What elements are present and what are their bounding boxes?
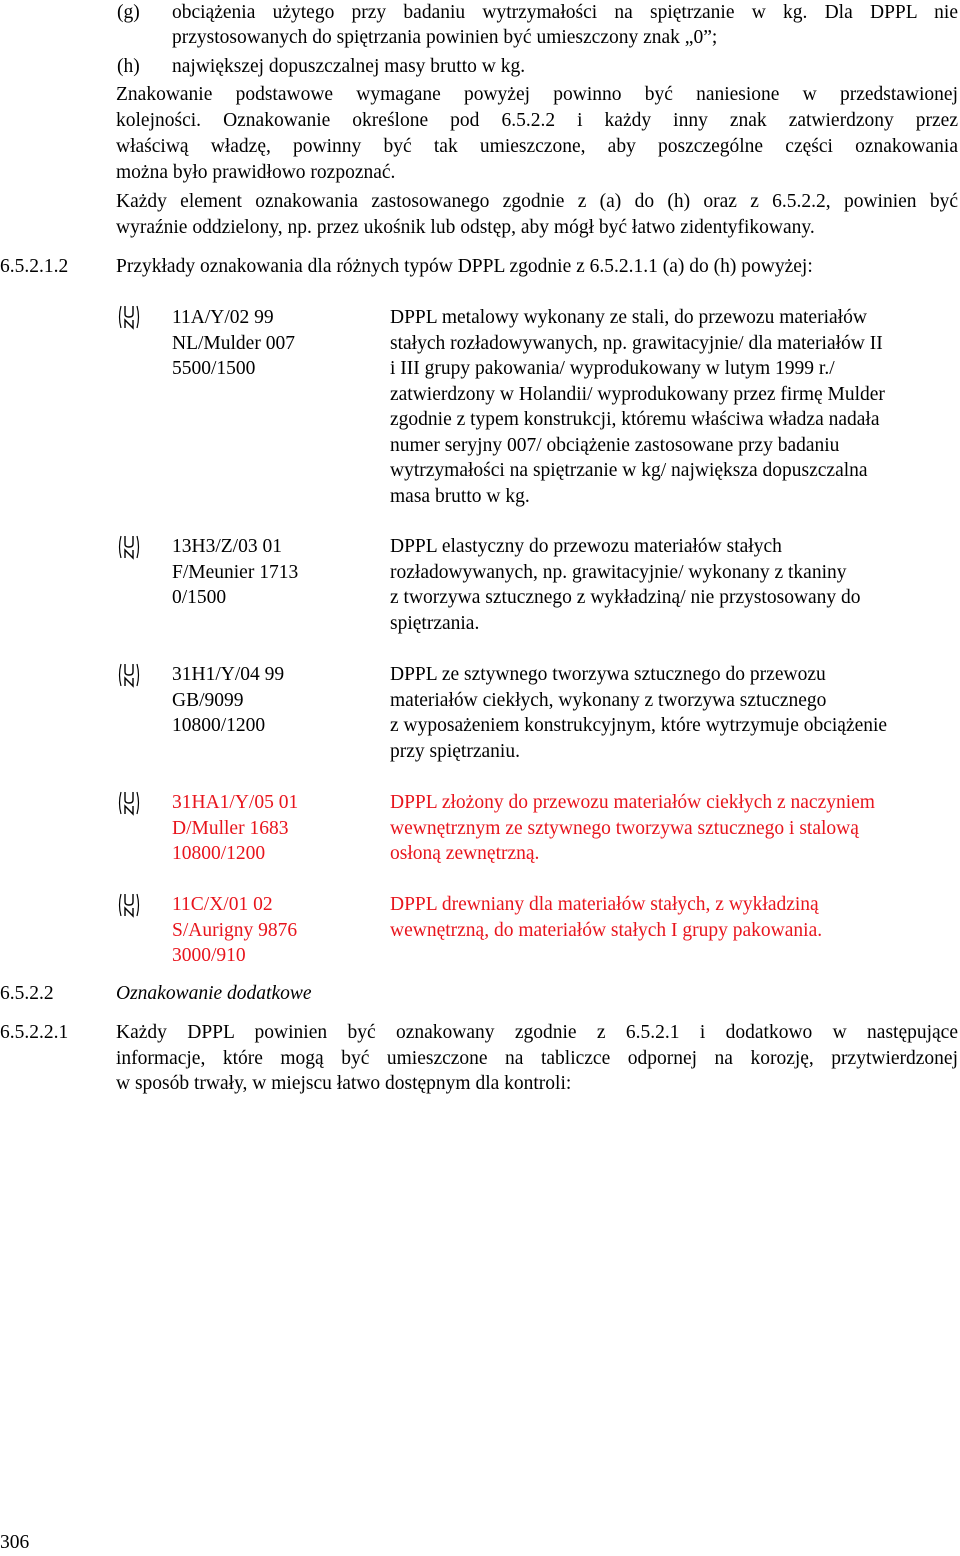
section-number: 6.5.2.2.1	[0, 1022, 69, 1043]
desc-line: i III grupy pakowania/ wyprodukowany w lutym 1999 r./	[390, 358, 835, 379]
desc-line: z tworzywa sztucznego z wykładziną/ nie przystosowany do	[390, 587, 861, 608]
list-text-g-line-2: przystosowanych do spiętrzania powinien być umieszczony znak „0”;	[172, 27, 718, 48]
desc-line: przy spiętrzaniu.	[390, 740, 520, 762]
un-packaging-symbol-icon	[117, 661, 141, 689]
code-line: 5500/1500	[172, 358, 256, 379]
section-text-line-3: w sposób trwały, w miejscu łatwo dostępnym dla kontroli:	[116, 1073, 572, 1094]
desc-line: masa brutto w kg.	[390, 485, 530, 507]
code-line: D/Muller 1683	[172, 817, 289, 839]
section-number: 6.5.2.1.2	[0, 256, 69, 277]
desc-line: wewnętrzną, do materiałów stałych I grupy pakowania.	[390, 919, 823, 941]
code-line: 13H3/Z/03 01	[172, 536, 282, 557]
desc-line: z wyposażeniem konstrukcyjnym, które wytrzymuje obciążenie	[390, 715, 888, 736]
code-line: 10800/1200	[172, 715, 266, 736]
un-packaging-symbol-icon	[117, 789, 141, 817]
para2-line-2: wyraźnie oddzielony, np. przez ukośnik lub odstęp, aby mógł być łatwo zidentyfikowany.	[116, 217, 815, 238]
code-line: 11C/X/01 02	[172, 894, 273, 915]
desc-line: zatwierdzony w Holandii/ wyprodukowany przez firmę Mulder	[390, 383, 885, 405]
code-line: 11A/Y/02 99	[172, 307, 274, 328]
example-2-code	[172, 534, 372, 611]
list-label-g: (g)	[117, 2, 140, 23]
section-text-line-2: informacje, które mogą być umieszczone na tabliczce odpornej na korozję, przytwierdzonej	[116, 1048, 958, 1069]
example-4-code	[172, 790, 372, 867]
section-text-line-1: Każdy DPPL powinien być oznakowany zgodnie z 6.5.2.1 i dodatkowo w następujące	[116, 1022, 958, 1043]
list-text-g-line-1: obciążenia użytego przy badaniu wytrzymałości na spiętrzanie w kg. Dla DPPL nie	[172, 2, 958, 23]
desc-line: DPPL ze sztywnego tworzywa sztucznego do przewozu	[390, 664, 826, 685]
desc-line: materiałów ciekłych, wykonany z tworzywa sztucznego	[390, 689, 827, 711]
para1-line-1: Znakowanie podstawowe wymagane powyżej powinno być naniesione w przedstawionej	[116, 84, 958, 105]
page-number: 306	[0, 1532, 30, 1553]
list-label-h: (h)	[117, 56, 140, 77]
section-title: Oznakowanie dodatkowe	[116, 983, 312, 1004]
desc-line: rozładowywanych, np. grawitacyjnie/ wykonany z tkaniny	[390, 561, 847, 583]
code-line: 3000/910	[172, 945, 246, 966]
code-line: S/Aurigny 9876	[172, 919, 298, 941]
desc-line: DPPL metalowy wykonany ze stali, do przewozu materiałów	[390, 307, 867, 328]
code-line: 31HA1/Y/05 01	[172, 792, 299, 813]
code-line: 10800/1200	[172, 843, 266, 864]
desc-line: DPPL drewniany dla materiałów stałych, z wykładziną	[390, 894, 819, 915]
example-1-description	[390, 305, 960, 509]
example-2-description	[390, 534, 960, 636]
code-line: 0/1500	[172, 587, 227, 608]
un-packaging-symbol-icon	[117, 533, 141, 561]
example-3-description	[390, 662, 960, 764]
para2-line-1: Każdy element oznakowania zastosowanego zgodnie z (a) do (h) oraz z 6.5.2.2, powinien być	[116, 191, 958, 212]
example-5-code	[172, 892, 372, 969]
example-4-description	[390, 790, 960, 867]
code-line: 31H1/Y/04 99	[172, 664, 285, 685]
code-line: GB/9099	[172, 689, 244, 711]
un-packaging-symbol-icon	[117, 891, 141, 919]
example-5-description	[390, 892, 960, 943]
desc-line: zgodnie z typem konstrukcji, któremu właściwa władza nadała	[390, 409, 880, 430]
desc-line: wewnętrznym ze sztywnego tworzywa sztucznego i stalową	[390, 817, 859, 839]
desc-line: DPPL elastyczny do przewozu materiałów stałych	[390, 536, 782, 557]
desc-line: osłoną zewnętrzną.	[390, 843, 540, 864]
list-text-h: największej dopuszczalnej masy brutto w kg.	[172, 56, 526, 77]
code-line: F/Meunier 1713	[172, 561, 299, 583]
desc-line: numer seryjny 007/ obciążenie zastosowane przy badaniu	[390, 434, 840, 456]
example-3-code	[172, 662, 372, 739]
para1-line-2: kolejności. Oznakowanie określone pod 6.5.2.2 i każdy inny znak zatwierdzony przez	[116, 110, 958, 131]
un-packaging-symbol-icon	[117, 303, 141, 331]
para1-line-3: właściwą władzę, powinny być tak umieszczone, aby poszczególne części oznakowania	[116, 136, 958, 157]
example-1-code	[172, 305, 372, 382]
desc-line: stałych rozładowywanych, np. grawitacyjnie/ dla materiałów II	[390, 332, 883, 354]
code-line: NL/Mulder 007	[172, 332, 295, 354]
desc-line: wytrzymałości na spiętrzanie w kg/ największa dopuszczalna	[390, 460, 868, 481]
desc-line: spiętrzania.	[390, 612, 480, 634]
desc-line: DPPL złożony do przewozu materiałów ciekłych z naczyniem	[390, 792, 875, 813]
section-text: Przykłady oznakowania dla różnych typów DPPL zgodnie z 6.5.2.1.1 (a) do (h) powyżej:	[116, 256, 813, 277]
para1-line-4: można było prawidłowo rozpoznać.	[116, 162, 396, 183]
section-number: 6.5.2.2	[0, 983, 54, 1004]
